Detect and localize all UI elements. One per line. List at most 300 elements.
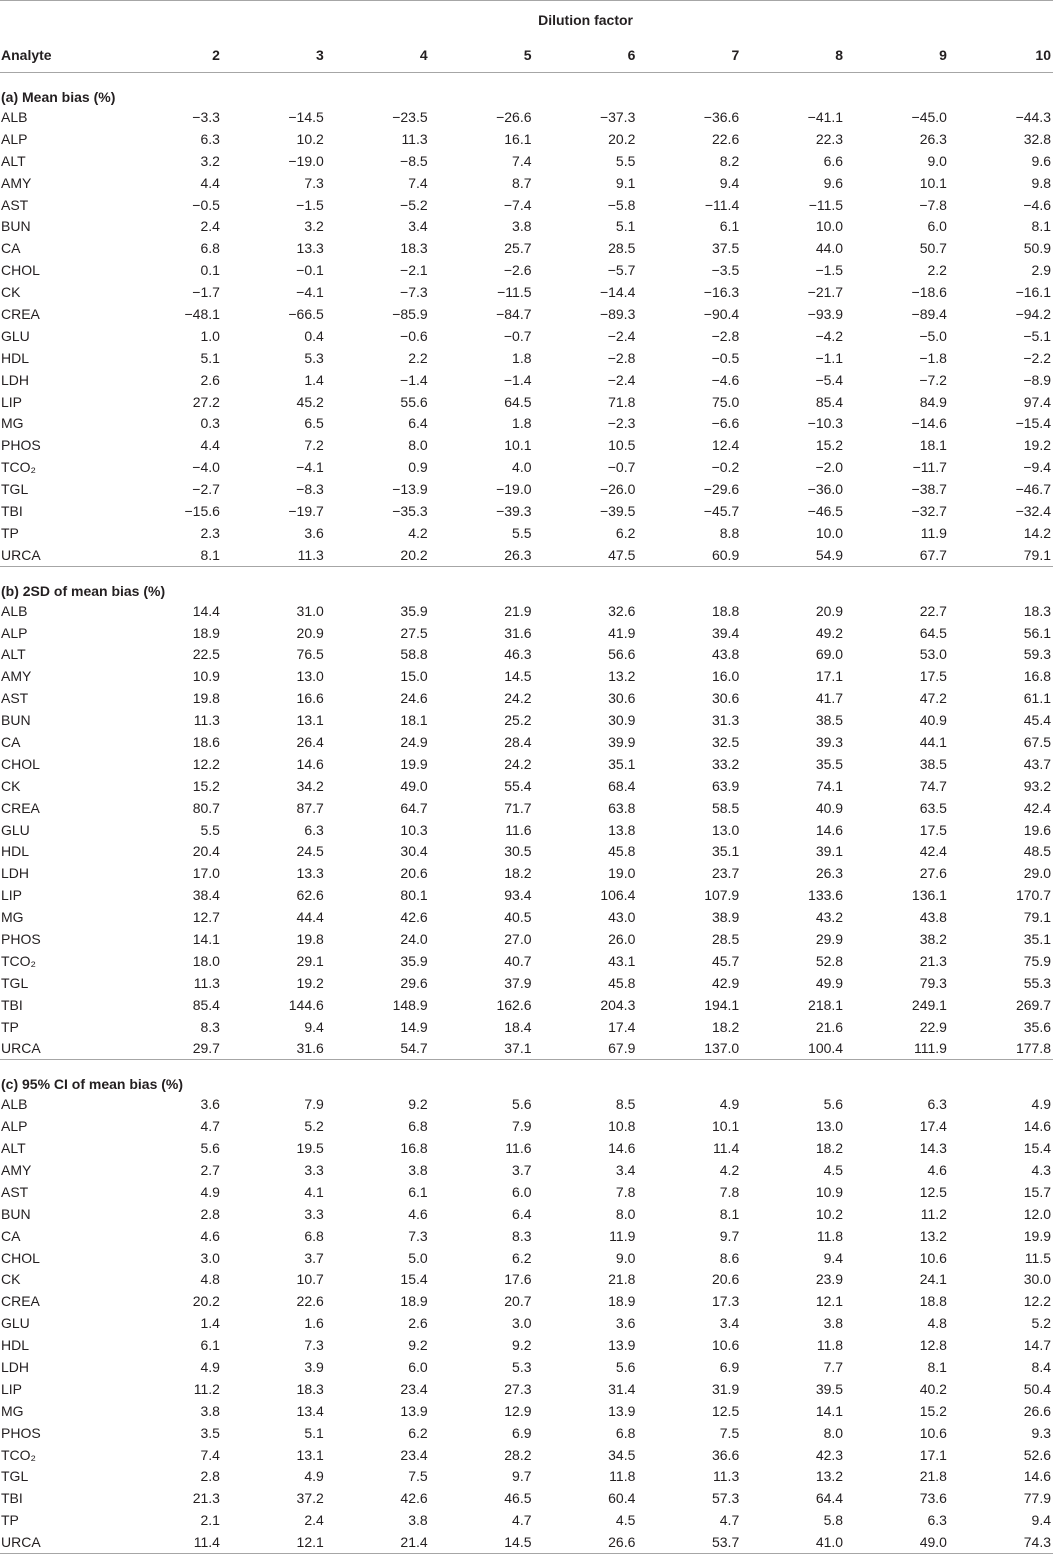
value-cell: 20.9 [815, 602, 844, 619]
value-cell: 4.4 [200, 174, 220, 191]
analyte-cell: TGL [1, 481, 29, 498]
value-cell: 11.4 [118, 1531, 222, 1553]
value-cell: 10.1 [919, 174, 947, 191]
value-cell: −2.6 [503, 262, 532, 279]
value-cell: −3.5 [711, 262, 740, 279]
value-cell: 34.5 [608, 1446, 636, 1463]
table-row [0, 412, 1053, 434]
value-cell: −15.4 [1015, 415, 1051, 432]
value-cell: 37.2 [296, 1490, 324, 1507]
value-cell: 7.9 [512, 1118, 532, 1135]
value-cell: 15.2 [192, 777, 220, 794]
value-cell: 13.9 [608, 1337, 636, 1354]
value-cell: 24.2 [504, 755, 532, 772]
analyte-cell: LDH [1, 371, 30, 388]
value-cell: 67.7 [919, 546, 947, 563]
value-cell: −1.4 [503, 371, 532, 388]
value-cell: 10.2 [815, 1205, 844, 1222]
section-title: (b) 2SD of mean bias (%) [0, 566, 1053, 600]
analyte-cell: CREA [1, 1293, 40, 1310]
value-cell: 63.8 [608, 799, 636, 816]
value-cell: 6.0 [512, 1183, 532, 1200]
value-cell: −29.6 [703, 481, 740, 498]
value-cell: 11.3 [193, 974, 220, 991]
table-row [0, 1290, 1053, 1312]
value-cell: 40.9 [815, 799, 844, 816]
value-cell: 0.4 [304, 327, 324, 344]
value-cell: 136.1 [911, 887, 947, 904]
value-cell: 204.3 [600, 996, 636, 1013]
value-cell: 63.9 [711, 777, 740, 794]
value-cell: 5.6 [823, 1096, 844, 1113]
value-cell: 3.4 [408, 218, 428, 235]
table-row [0, 797, 1053, 819]
table-section [0, 1060, 1053, 1554]
table-row [0, 884, 1053, 906]
value-cell: 46.5 [504, 1490, 532, 1507]
value-cell: 54.7 [400, 1040, 428, 1057]
value-cell: 4.6 [408, 1205, 428, 1222]
value-cell: 4.5 [823, 1162, 844, 1179]
value-cell: 9.1 [615, 174, 636, 191]
value-cell: −5.2 [400, 196, 428, 213]
value-cell: 133.6 [808, 887, 844, 904]
value-cell: −0.5 [192, 196, 220, 213]
value-cell: −0.5 [711, 349, 740, 366]
value-cell: 4.6 [927, 1162, 947, 1179]
value-cell: 93.4 [504, 887, 532, 904]
value-cell: 67.5 [1023, 733, 1051, 750]
table-row [0, 665, 1053, 687]
value-cell: 15.2 [815, 437, 844, 454]
value-cell: 17.1 [815, 668, 844, 685]
value-cell: 41.0 [741, 1531, 845, 1553]
value-cell: −8.5 [400, 152, 428, 169]
value-cell: 14.7 [1023, 1337, 1051, 1354]
value-cell: 59.3 [1023, 646, 1051, 663]
table-row [0, 928, 1053, 950]
value-cell: 4.2 [408, 524, 428, 541]
value-cell: 40.7 [504, 952, 532, 969]
value-cell: 14.5 [504, 668, 532, 685]
analyte-cell: LDH [1, 865, 30, 882]
value-cell: 12.2 [192, 755, 220, 772]
value-cell: 35.9 [400, 952, 428, 969]
analyte-cell: CREA [1, 799, 40, 816]
value-cell: 8.3 [512, 1227, 532, 1244]
value-cell: 11.3 [193, 712, 220, 729]
value-cell: −18.6 [911, 284, 947, 301]
value-cell: 6.2 [615, 524, 636, 541]
value-cell: 41.9 [608, 624, 636, 641]
value-cell: 2.7 [200, 1162, 220, 1179]
value-cell: 42.4 [919, 843, 947, 860]
value-cell: −5.4 [815, 371, 844, 388]
value-cell: 32.6 [608, 602, 636, 619]
value-cell: 9.4 [1031, 1512, 1051, 1529]
value-cell: 10.6 [919, 1249, 947, 1266]
table-row [0, 1225, 1053, 1247]
table-row [0, 259, 1053, 281]
value-cell: 69.0 [815, 646, 844, 663]
value-cell: 35.1 [1023, 931, 1051, 947]
value-cell: 9.7 [512, 1468, 532, 1485]
value-cell: 18.1 [400, 712, 428, 729]
value-cell: 11.2 [920, 1205, 947, 1222]
value-cell: 2.8 [200, 1205, 220, 1222]
value-cell: 13.2 [608, 668, 636, 685]
value-cell: 24.9 [400, 733, 428, 750]
analyte-cell: TBI [1, 1490, 23, 1507]
value-cell: 54.9 [815, 546, 844, 563]
value-cell: 10.8 [608, 1118, 636, 1135]
value-cell: −1.8 [919, 349, 947, 366]
value-cell: 79.1 [1023, 909, 1051, 926]
value-cell: −14.4 [599, 284, 636, 301]
value-cell: 8.4 [1031, 1359, 1051, 1376]
value-cell: 9.4 [823, 1249, 844, 1266]
value-cell: 3.6 [200, 1096, 220, 1113]
value-cell: 19.5 [296, 1140, 324, 1157]
table-row [0, 1531, 1053, 1553]
analyte-cell: TP [1, 524, 19, 541]
value-cell: 11.4 [713, 1140, 740, 1157]
value-cell: −66.5 [288, 305, 324, 322]
value-cell: 1.8 [512, 349, 532, 366]
value-cell: 8.0 [615, 1205, 636, 1222]
table-row [0, 237, 1053, 259]
value-cell: 39.3 [815, 733, 844, 750]
value-cell: 29.9 [815, 931, 844, 947]
value-cell: 37.1 [504, 1040, 532, 1057]
value-cell: 49.0 [845, 1531, 949, 1553]
value-cell: 53.0 [919, 646, 947, 663]
value-cell: 2.3 [200, 524, 220, 541]
value-cell: 68.4 [608, 777, 636, 794]
value-cell: −2.2 [1023, 349, 1051, 366]
value-cell: 50.9 [1023, 240, 1051, 257]
table-row [0, 1487, 1053, 1509]
value-cell: 4.6 [200, 1227, 220, 1244]
value-cell: 8.0 [823, 1424, 844, 1441]
value-cell: 10.5 [608, 437, 636, 454]
value-cell: 6.2 [512, 1249, 532, 1266]
value-cell: −4.1 [296, 459, 324, 476]
value-cell: −32.4 [1015, 502, 1051, 519]
value-cell: 3.6 [615, 1315, 636, 1332]
value-cell: 144.6 [288, 996, 324, 1013]
analyte-cell: HDL [1, 843, 30, 860]
value-cell: 40.9 [919, 712, 947, 729]
value-cell: 31.4 [608, 1380, 636, 1397]
value-cell: 16.8 [400, 1140, 428, 1157]
value-cell: 11.9 [920, 524, 947, 541]
value-cell: 73.6 [919, 1490, 947, 1507]
value-cell: −4.6 [711, 371, 740, 388]
value-cell: 3.3 [304, 1205, 324, 1222]
value-cell: 2.6 [200, 371, 220, 388]
value-cell: −13.9 [392, 481, 428, 498]
table-row [0, 1093, 1053, 1115]
table-row [0, 862, 1053, 884]
factor-column-header: 10 [949, 37, 1053, 73]
value-cell: 47.5 [608, 546, 636, 563]
factor-column-header: 7 [637, 37, 741, 73]
value-cell: 10.0 [815, 524, 844, 541]
value-cell: 4.2 [719, 1162, 740, 1179]
value-cell: 43.8 [711, 646, 740, 663]
value-cell: 53.7 [637, 1531, 741, 1553]
value-cell: 0.1 [200, 262, 220, 279]
value-cell: −41.1 [807, 108, 844, 125]
value-cell: 56.6 [608, 646, 636, 663]
value-cell: 37.5 [711, 240, 740, 257]
value-cell: 26.6 [534, 1531, 638, 1553]
value-cell: 16.6 [296, 690, 324, 707]
value-cell: 6.9 [719, 1359, 740, 1376]
value-cell: 249.1 [911, 996, 947, 1013]
value-cell: −45.7 [703, 502, 740, 519]
value-cell: 7.3 [304, 1337, 324, 1354]
value-cell: 43.2 [815, 909, 844, 926]
value-cell: 8.1 [200, 546, 220, 563]
value-cell: 28.5 [711, 931, 740, 947]
value-cell: −0.1 [296, 262, 324, 279]
analyte-cell: AST [1, 1183, 29, 1200]
value-cell: 18.8 [711, 602, 740, 619]
value-cell: 100.4 [808, 1040, 844, 1057]
table-row [0, 600, 1053, 622]
table-row [0, 687, 1053, 709]
analyte-cell: LIP [1, 887, 23, 904]
analyte-cell: TCO₂ [1, 952, 36, 969]
value-cell: 2.9 [1031, 262, 1051, 279]
analyte-cell: GLU [1, 821, 30, 838]
value-cell: 6.8 [200, 240, 220, 257]
value-cell: 18.9 [608, 1293, 636, 1310]
table-row [0, 215, 1053, 237]
factor-column-header: 6 [534, 37, 638, 73]
analyte-cell: MG [1, 909, 24, 926]
table-row [0, 456, 1053, 478]
table-row [0, 1181, 1053, 1203]
value-cell: 52.6 [1023, 1446, 1051, 1463]
table-row [0, 1312, 1053, 1334]
table-row [0, 544, 1053, 566]
value-cell: 93.2 [1023, 777, 1051, 794]
value-cell: 19.8 [192, 690, 220, 707]
value-cell: 20.2 [608, 130, 636, 147]
value-cell: 55.6 [400, 393, 428, 410]
value-cell: −8.9 [1023, 371, 1051, 388]
value-cell: 13.9 [400, 1402, 428, 1419]
value-cell: 62.6 [296, 887, 324, 904]
analyte-cell: ALT [1, 1140, 26, 1157]
value-cell: 6.0 [927, 218, 947, 235]
analyte-cell: AMY [1, 1162, 32, 1179]
value-cell: 21.6 [815, 1018, 844, 1035]
value-cell: 21.9 [504, 602, 532, 619]
value-cell: 28.2 [504, 1446, 532, 1463]
value-cell: 24.2 [504, 690, 532, 707]
value-cell: 84.9 [919, 393, 947, 410]
value-cell: 44.1 [919, 733, 947, 750]
value-cell: 3.8 [408, 1162, 428, 1179]
value-cell: 6.8 [408, 1118, 428, 1135]
value-cell: −15.6 [184, 502, 220, 519]
value-cell: 20.9 [296, 624, 324, 641]
analyte-cell: AST [1, 690, 29, 707]
value-cell: 29.1 [296, 952, 324, 969]
section-title: (c) 95% CI of mean bias (%) [0, 1060, 1053, 1094]
value-cell: 71.7 [504, 799, 532, 816]
value-cell: 0.9 [408, 459, 428, 476]
value-cell: 38.4 [192, 887, 220, 904]
value-cell: −8.3 [296, 481, 324, 498]
value-cell: 6.8 [304, 1227, 324, 1244]
value-cell: 13.8 [608, 821, 636, 838]
value-cell: 3.6 [304, 524, 324, 541]
value-cell: 27.0 [504, 931, 532, 947]
table-row [0, 819, 1053, 841]
value-cell: 6.3 [304, 821, 324, 838]
value-cell: 31.9 [711, 1380, 740, 1397]
value-cell: 21.3 [919, 952, 947, 969]
value-cell: 42.3 [815, 1446, 844, 1463]
value-cell: 20.6 [400, 865, 428, 882]
value-cell: 56.1 [1023, 624, 1051, 641]
table-row [0, 622, 1053, 644]
value-cell: 42.4 [1023, 799, 1051, 816]
analyte-cell: CA [1, 240, 21, 257]
value-cell: 49.9 [815, 974, 844, 991]
value-cell: 44.0 [815, 240, 844, 257]
value-cell: −93.9 [807, 305, 844, 322]
value-cell: 35.1 [711, 843, 740, 860]
value-cell: 3.9 [304, 1359, 324, 1376]
value-cell: 15.2 [919, 1402, 947, 1419]
value-cell: 4.3 [1031, 1162, 1051, 1179]
value-cell: 49.2 [815, 624, 844, 641]
analyte-cell: BUN [1, 712, 31, 729]
value-cell: 18.3 [296, 1380, 324, 1397]
value-cell: 18.9 [400, 1293, 428, 1310]
value-cell: −7.8 [919, 196, 947, 213]
factor-column-header: 8 [741, 37, 845, 73]
value-cell: 6.0 [408, 1359, 428, 1376]
value-cell: −11.5 [808, 196, 844, 213]
value-cell: 85.4 [815, 393, 844, 410]
value-cell: −89.4 [911, 305, 947, 322]
value-cell: 12.8 [919, 1337, 947, 1354]
value-cell: 5.5 [512, 524, 532, 541]
value-cell: 177.8 [1015, 1040, 1051, 1057]
value-cell: 80.1 [400, 887, 428, 904]
value-cell: 14.1 [192, 931, 220, 947]
value-cell: 11.8 [816, 1337, 844, 1354]
value-cell: 18.1 [919, 437, 947, 454]
value-cell: 23.4 [400, 1380, 428, 1397]
value-cell: 34.2 [296, 777, 324, 794]
value-cell: 52.8 [815, 952, 844, 969]
value-cell: 4.8 [200, 1271, 220, 1288]
value-cell: 25.7 [504, 240, 532, 257]
value-cell: 60.9 [711, 546, 740, 563]
value-cell: 13.3 [296, 865, 324, 882]
value-cell: 17.3 [711, 1293, 740, 1310]
value-cell: 21.8 [919, 1468, 947, 1485]
value-cell: 28.4 [504, 733, 532, 750]
analyte-cell: HDL [1, 349, 30, 366]
value-cell: 15.4 [400, 1271, 428, 1288]
table-row [0, 194, 1053, 216]
table-row [0, 1016, 1053, 1038]
value-cell: 9.2 [408, 1337, 428, 1354]
analyte-cell: ALB [1, 1096, 28, 1113]
value-cell: −11.7 [912, 459, 947, 476]
analyte-cell: URCA [1, 546, 41, 563]
value-cell: 1.4 [304, 371, 324, 388]
value-cell: −39.3 [496, 502, 532, 519]
value-cell: 31.0 [296, 602, 324, 619]
value-cell: 269.7 [1015, 996, 1051, 1013]
value-cell: 14.4 [192, 602, 220, 619]
value-cell: 13.0 [711, 821, 740, 838]
value-cell: −38.7 [911, 481, 947, 498]
value-cell: −90.4 [703, 305, 740, 322]
value-cell: 38.5 [919, 755, 947, 772]
table-row [0, 1203, 1053, 1225]
value-cell: 79.3 [919, 974, 947, 991]
value-cell: 37.9 [504, 974, 532, 991]
value-cell: 9.6 [823, 174, 844, 191]
value-cell: 3.0 [200, 1249, 220, 1266]
value-cell: 77.9 [1023, 1490, 1051, 1507]
value-cell: 64.5 [919, 624, 947, 641]
table-row [0, 731, 1053, 753]
value-cell: 9.0 [615, 1249, 636, 1266]
value-cell: 42.6 [400, 1490, 428, 1507]
value-cell: 39.5 [815, 1380, 844, 1397]
value-cell: 46.3 [504, 646, 532, 663]
value-cell: 75.9 [1023, 952, 1051, 969]
value-cell: −5.8 [607, 196, 636, 213]
value-cell: 15.7 [1023, 1183, 1051, 1200]
analyte-cell: CHOL [1, 262, 40, 279]
value-cell: −94.2 [1015, 305, 1051, 322]
value-cell: 6.5 [304, 415, 324, 432]
table-row [0, 1400, 1053, 1422]
table-section [0, 73, 1053, 567]
value-cell: 31.6 [504, 624, 532, 641]
value-cell: 50.7 [919, 240, 947, 257]
value-cell: 19.9 [1023, 1227, 1051, 1244]
value-cell: 148.9 [392, 996, 428, 1013]
value-cell: −2.4 [607, 371, 636, 388]
value-cell: 1.6 [304, 1315, 324, 1332]
value-cell: 7.3 [408, 1227, 428, 1244]
value-cell: 64.4 [815, 1490, 844, 1507]
value-cell: 12.1 [815, 1293, 844, 1310]
value-cell: 60.4 [608, 1490, 636, 1507]
value-cell: 8.1 [719, 1205, 740, 1222]
value-cell: 43.8 [919, 909, 947, 926]
analyte-cell: ALB [1, 602, 28, 619]
value-cell: 18.8 [919, 1293, 947, 1310]
value-cell: 17.4 [608, 1018, 636, 1035]
value-cell: 23.9 [815, 1271, 844, 1288]
value-cell: −26.0 [599, 481, 636, 498]
